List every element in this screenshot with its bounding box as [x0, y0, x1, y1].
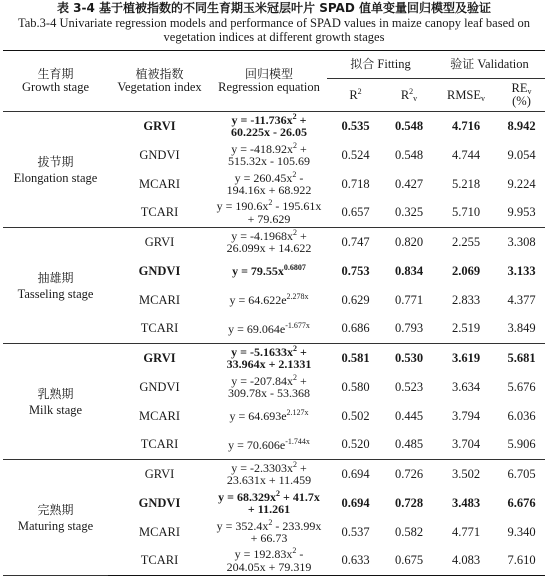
- rmse-value: 3.794: [451, 408, 481, 423]
- regression-equation-cell: [211, 199, 327, 228]
- r2-value: 0.718: [341, 176, 370, 191]
- vegetation-index-cell: MCARI: [139, 408, 180, 423]
- re-value: 6.036: [507, 408, 536, 423]
- rmse-value: 5.710: [434, 199, 498, 228]
- r2v-value: 0.793: [384, 315, 434, 344]
- equation-exponent: 2: [292, 546, 297, 556]
- vegetation-index-cell: TCARI: [108, 431, 211, 460]
- r2v-value: 0.771: [394, 292, 424, 307]
- equation-base: y = -207.84x: [231, 373, 293, 388]
- re-value: 3.849: [498, 315, 545, 344]
- regression-equation-cell: [211, 373, 327, 402]
- header-fitting: 拟合 Fitting: [327, 51, 434, 79]
- equation-exponent: 2: [292, 227, 297, 237]
- re-value: 9.224: [507, 176, 536, 191]
- equation-line-1: [211, 320, 327, 336]
- equation-tail: -: [296, 547, 304, 562]
- growth-stage-cn: 抽雄期: [37, 270, 74, 285]
- header-growth-stage: 生育期 Growth stage: [3, 51, 108, 112]
- re-value: 5.906: [498, 431, 545, 460]
- r2v-value: 0.427: [394, 176, 424, 191]
- regression-equation-cell: [211, 141, 327, 170]
- rmse-value: 3.634: [451, 379, 481, 394]
- equation-line-2: 23.631x + 11.459: [226, 473, 312, 488]
- table-header: [3, 51, 545, 112]
- equation-exponent: 2: [292, 459, 297, 469]
- vegetation-index-cell: TCARI: [108, 199, 211, 228]
- growth-stage-cell: [3, 460, 108, 576]
- vegetation-index-cell: GNDVI: [139, 379, 180, 394]
- vegetation-index-cell: GNDVI: [138, 495, 181, 510]
- vegetation-index-cell: GNDVI: [138, 263, 181, 278]
- equation-exponent: 2: [292, 140, 297, 150]
- regression-equation-cell: [211, 547, 327, 576]
- re-value: 6.705: [507, 466, 536, 481]
- r2-value: 0.694: [341, 466, 370, 481]
- equation-tail: +: [296, 228, 307, 243]
- equation-base: y = 64.693e: [229, 408, 287, 423]
- regression-equation-cell: [211, 286, 327, 315]
- equation-exponent: -1.677x: [285, 320, 310, 330]
- vegetation-index-cell: GRVI: [143, 118, 176, 133]
- header-re: $RE_v$ (%): [498, 79, 545, 112]
- equation-base: y = -11.736x: [231, 112, 293, 127]
- equation-tail: +: [296, 112, 307, 127]
- equation-tail: +: [297, 344, 307, 359]
- r2v-value: 0.582: [394, 524, 424, 539]
- table-row: [3, 460, 545, 489]
- re-value: 3.308: [507, 234, 536, 249]
- growth-stage-cn: 拔节期: [37, 154, 74, 169]
- caption-title-cn: 表 3-4 基于植被指数的不同生育期玉米冠层叶片 SPAD 值单变量回归模型及验证: [57, 1, 491, 15]
- regression-equation-cell: [211, 489, 327, 518]
- equation-exponent: 2: [276, 488, 280, 498]
- re-value: 6.676: [507, 495, 536, 510]
- equation-base: y = 260.45x: [234, 170, 293, 185]
- vegetation-index-cell: GRVI: [144, 466, 175, 481]
- equation-line-2: 194.16x + 68.922: [226, 183, 312, 197]
- r2-value: 0.657: [327, 199, 384, 228]
- growth-stage-en: Maturing stage: [17, 518, 94, 533]
- r2v-value: 0.445: [394, 408, 424, 423]
- equation-tail: - 233.99x: [272, 518, 322, 533]
- equation-line-2: + 79.629: [247, 211, 291, 226]
- rmse-value: 2.519: [434, 315, 498, 344]
- equation-exponent: 2: [293, 343, 297, 353]
- r2-value: 0.694: [341, 495, 370, 510]
- r2v-value: 0.728: [394, 495, 424, 510]
- growth-stage-en: Milk stage: [28, 402, 83, 417]
- equation-tail: +: [296, 373, 307, 388]
- r2-value: 0.537: [341, 524, 370, 539]
- rmse-value: 3.502: [451, 466, 481, 481]
- r2v-value: 0.820: [394, 234, 424, 249]
- r2-value: 0.535: [341, 118, 370, 133]
- vegetation-index-cell: GNDVI: [139, 147, 180, 162]
- equation-exponent: 2: [292, 169, 297, 179]
- r2v-value: 0.548: [394, 118, 424, 133]
- header-r2v: $R^2_v$: [384, 79, 434, 112]
- equation-line-2: 26.099x + 14.622: [226, 241, 312, 256]
- re-value: 4.377: [507, 292, 536, 307]
- caption-title-en-line2: vegetation indices at different growth stages: [163, 30, 385, 44]
- equation-base: y = -4.1968x: [231, 228, 293, 243]
- equation-exponent: 2: [292, 372, 297, 382]
- vegetation-index-cell: GRVI: [143, 350, 176, 365]
- regression-equation-cell: [211, 460, 327, 489]
- equation-tail: +: [296, 460, 307, 475]
- equation-line-2: + 11.261: [247, 502, 291, 516]
- equation-base: y = 79.55x: [232, 263, 284, 278]
- equation-base: y = 68.329x: [218, 489, 276, 504]
- equation-exponent: 2.278x: [286, 291, 309, 301]
- re-value: 5.681: [507, 350, 536, 365]
- r2-value: 0.581: [341, 350, 370, 365]
- vegetation-index-cell: MCARI: [139, 176, 180, 191]
- equation-base: y = 352.4x: [216, 518, 269, 533]
- r2v-value: 0.530: [394, 350, 424, 365]
- regression-equation-cell: [211, 170, 327, 199]
- equation-line-1: [211, 262, 327, 278]
- equation-base: y = 64.622e: [229, 292, 287, 307]
- r2-value: 0.580: [341, 379, 370, 394]
- equation-base: y = -5.1633x: [231, 344, 293, 359]
- equation-line-2: 309.78x - 53.368: [228, 386, 310, 400]
- table-row: [3, 344, 545, 373]
- equation-exponent: 0.6807: [283, 262, 306, 272]
- table-body: [3, 112, 545, 576]
- rmse-value: 3.619: [451, 350, 481, 365]
- r2v-value: 0.834: [394, 263, 424, 278]
- regression-equation-cell: [211, 518, 327, 547]
- vegetation-index-cell: TCARI: [108, 315, 211, 344]
- regression-equation-cell: [211, 402, 327, 431]
- rmse-value: 4.771: [451, 524, 481, 539]
- regression-equation-cell: [211, 112, 327, 141]
- rmse-value: 3.483: [451, 495, 481, 510]
- r2v-value: 0.485: [384, 431, 434, 460]
- equation-exponent: 2: [292, 111, 297, 121]
- equation-tail: + 41.7x: [280, 489, 320, 504]
- rmse-value: 5.218: [451, 176, 481, 191]
- equation-base: y = -2.3303x: [231, 460, 293, 475]
- r2v-value: 0.523: [394, 379, 424, 394]
- r2-value: 0.633: [327, 547, 384, 576]
- equation-line-1: [211, 436, 327, 452]
- regression-equation-cell: [211, 228, 327, 257]
- equation-base: y = 192.83x: [234, 547, 293, 562]
- r2-value: 0.753: [341, 263, 370, 278]
- equation-line-1: [211, 291, 327, 307]
- vegetation-index-cell: TCARI: [108, 547, 211, 576]
- r2v-value: 0.726: [394, 466, 424, 481]
- regression-equation-cell: [211, 315, 327, 344]
- rmse-value: 4.716: [451, 118, 481, 133]
- rmse-value: 2.833: [451, 292, 481, 307]
- equation-base: y = 70.606e: [228, 437, 286, 452]
- equation-line-2: 204.05x + 79.319: [226, 559, 312, 574]
- equation-line-2: 60.225x - 26.05: [231, 125, 307, 140]
- equation-line-1: [211, 200, 327, 213]
- equation-exponent: 2.127x: [286, 407, 309, 417]
- caption-title-en-line1: Tab.3-4 Univariate regression models and performance of SPAD values in maize canopy leaf based on: [17, 15, 531, 30]
- regression-equation-cell: [211, 431, 327, 460]
- r2-value: 0.520: [327, 431, 384, 460]
- r2-value: 0.524: [341, 147, 370, 162]
- header-validation: 验证 Validation: [434, 51, 545, 79]
- r2v-value: 0.548: [394, 147, 424, 162]
- equation-exponent: 2: [268, 198, 273, 208]
- re-value: 9.953: [498, 199, 545, 228]
- re-value: 8.942: [507, 118, 536, 133]
- equation-tail: +: [296, 141, 307, 156]
- growth-stage-en: Tasseling stage: [17, 286, 94, 301]
- r2v-value: 0.325: [384, 199, 434, 228]
- equation-line-1: [211, 548, 327, 561]
- rmse-value: 4.083: [434, 547, 498, 576]
- growth-stage-en: Elongation stage: [13, 170, 98, 185]
- growth-stage-cn: 完熟期: [37, 502, 74, 517]
- growth-stage-cn: 乳熟期: [37, 386, 74, 401]
- re-value: 9.340: [507, 524, 536, 539]
- r2-value: 0.747: [341, 234, 370, 249]
- rmse-value: 2.069: [451, 263, 481, 278]
- table-caption: [0, 0, 548, 45]
- r2-value: 0.629: [341, 292, 370, 307]
- re-value: 9.054: [507, 147, 536, 162]
- table-row: [3, 228, 545, 257]
- r2-value: 0.686: [327, 315, 384, 344]
- re-value: 5.676: [507, 379, 536, 394]
- growth-stage-cell: [3, 112, 108, 228]
- equation-exponent: -1.744x: [285, 436, 310, 446]
- equation-line-2: 33.964x + 2.1331: [226, 357, 312, 372]
- r2v-value: 0.675: [384, 547, 434, 576]
- r2-value: 0.502: [341, 408, 370, 423]
- vegetation-index-cell: MCARI: [139, 524, 180, 539]
- equation-base: y = 190.6x: [216, 199, 269, 214]
- vegetation-index-cell: MCARI: [139, 292, 180, 307]
- equation-base: y = 69.064e: [228, 321, 286, 336]
- equation-tail: - 195.61x: [272, 199, 322, 214]
- re-value: 7.610: [498, 547, 545, 576]
- header-regression-equation: 回归模型 Regression equation: [211, 51, 327, 112]
- header-r2: $R^2$: [327, 79, 384, 112]
- rmse-value: 4.744: [451, 147, 481, 162]
- equation-line-2: 515.32x - 105.69: [228, 154, 310, 168]
- re-value: 3.133: [507, 263, 536, 278]
- rmse-value: 2.255: [451, 234, 481, 249]
- regression-equation-cell: [211, 257, 327, 286]
- equation-tail: -: [296, 170, 304, 185]
- equation-base: y = -418.92x: [231, 141, 293, 156]
- growth-stage-cell: [3, 344, 108, 460]
- equation-line-1: [211, 407, 327, 423]
- equation-exponent: 2: [268, 517, 273, 527]
- regression-table: [3, 50, 545, 576]
- rmse-value: 3.704: [434, 431, 498, 460]
- vegetation-index-cell: GRVI: [144, 234, 175, 249]
- growth-stage-cell: [3, 228, 108, 344]
- header-vegetation-index: 植被指数 Vegetation index: [108, 51, 211, 112]
- header-rmse: $RMSE_v$: [434, 79, 498, 112]
- table-row: [3, 112, 545, 141]
- equation-line-2: + 66.73: [250, 531, 288, 545]
- regression-equation-cell: [211, 344, 327, 373]
